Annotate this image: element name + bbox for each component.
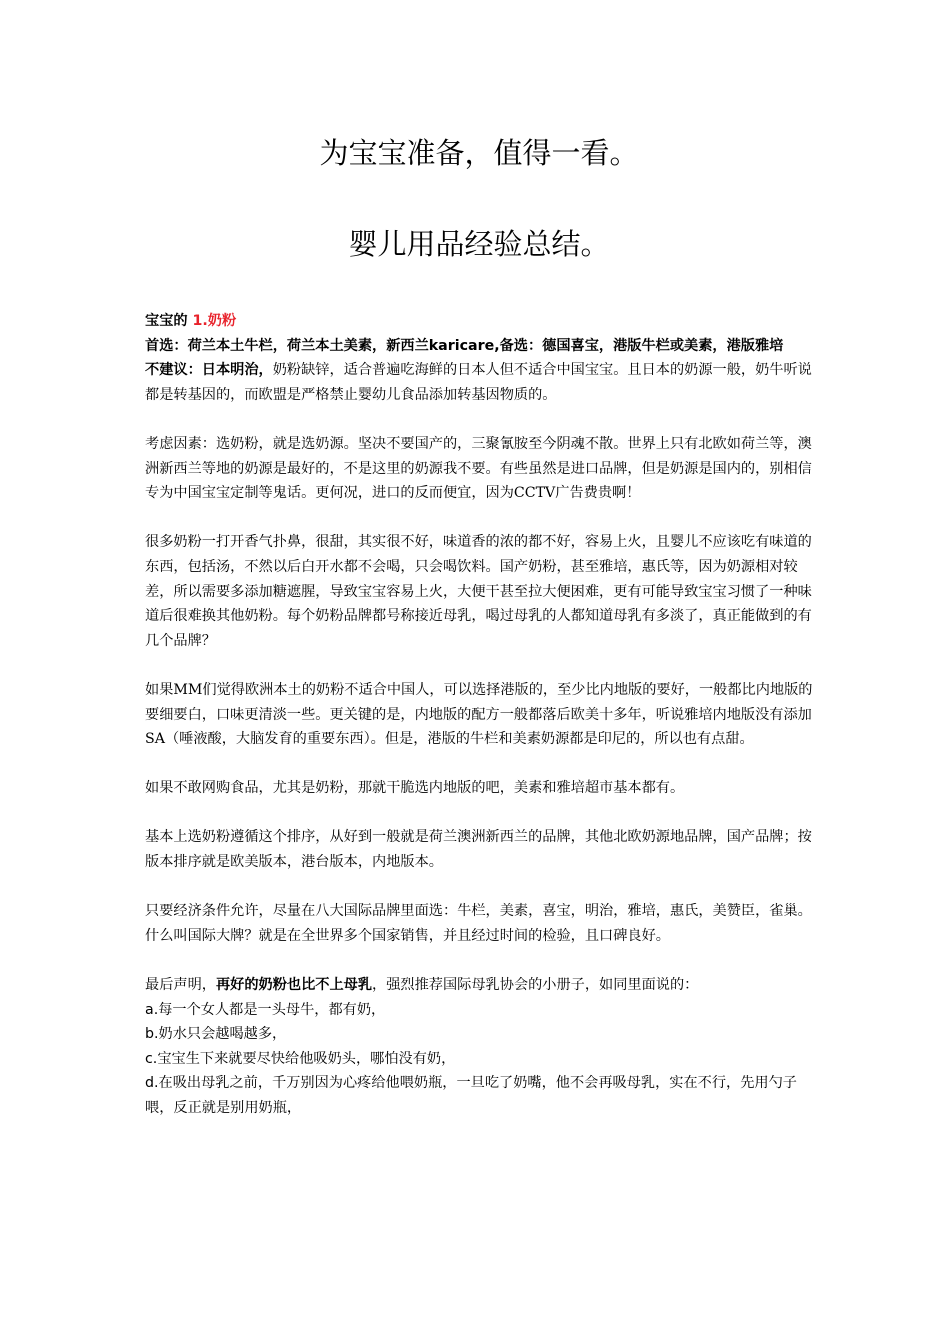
breastfeeding-recommendation: ，强烈推荐国际母乳协会的小册子，如同里面说的：: [372, 977, 699, 994]
section-number: 1.奶粉: [192, 313, 237, 329]
paragraph-breastfeeding: [145, 973, 813, 998]
list-item: [145, 1047, 813, 1072]
paragraph-hk-version: 如果MM们觉得欧洲本土的奶粉不适合中国人，可以选择港版的，至少比内地版的要好，一般都比内地版的要细要白，口味更清淡一些。更关键的是，内地版的配方一般都落后欧美十多年，听说雅培内地版没有添加SA（唾液酸，大脑发育的重要东西）。但是，港版的牛栏和美素奶源都是印尼的，所以也有点甜。: [145, 681, 813, 748]
paragraph-gap: [145, 407, 813, 432]
not-recommended-label: 不建议：日本明治，: [145, 362, 273, 379]
list-marker: b.: [145, 1026, 159, 1043]
list-marker: a.: [145, 1001, 159, 1018]
paragraph-mainland-version: 如果不敢网购食品，尤其是奶粉，那就干脆选内地版的吧，美素和雅培超市基本都有。: [145, 780, 685, 797]
document-subtitle: 婴儿用品经验总结。: [348, 227, 610, 261]
paragraph-gap: [145, 948, 813, 973]
list-item: [145, 1022, 813, 1047]
list-item-text: 奶水只会越喝越多，: [158, 1026, 287, 1043]
list-item: [145, 1071, 813, 1120]
section-heading-milk-powder: [145, 309, 813, 334]
section-label-prefix: 宝宝的: [145, 313, 193, 329]
paragraph-international-brands: 只要经济条件允许，尽量在八大国际品牌里面选：牛栏，美素，喜宝，明治，雅培，惠氏，美赞臣，雀巢。什么叫国际大牌？就是在全世界多个国家销售，并且经过时间的检验，且口碑良好。: [145, 903, 812, 944]
list-item: [145, 998, 813, 1023]
document-title: 为宝宝准备，值得一看。: [319, 136, 639, 170]
paragraph-gap: [145, 506, 813, 531]
paragraph-gap: [145, 752, 813, 777]
first-choice-paragraph: 首选：荷兰本土牛栏，荷兰本土美素，新西兰karicare,备选：德国喜宝，港版牛栏或美素，港版雅培: [145, 337, 784, 354]
breastfeeding-emphasis: 再好的奶粉也比不上母乳: [215, 977, 373, 994]
not-recommended-paragraph: [145, 358, 813, 407]
paragraph-considerations: 考虑因素：选奶粉，就是选奶源。坚决不要国产的，三聚氰胺至今阴魂不散。世界上只有北欧如荷兰等，澳洲新西兰等地的奶源是最好的，不是这里的奶源我不要。有些虽然是进口品牌，但是奶源是国内的，别相信专为中国宝宝定制等鬼话。更何况，进口的反而便宜，因为CCTV广告费贵啊！: [145, 435, 812, 502]
list-item-text: 在吸出母乳之前，千万别因为心疼给他喂奶瓶，一旦吃了奶嘴，他不会再吸母乳，实在不行，先用勺子喂，反正就是别用奶瓶，: [145, 1075, 797, 1116]
paragraph-gap: [145, 875, 813, 900]
list-item-text: 宝宝生下来就要尽快给他吸奶头，哪怕没有奶，: [157, 1050, 456, 1067]
list-marker: d.: [145, 1075, 159, 1092]
paragraph-sweetness: 很多奶粉一打开香气扑鼻，很甜，其实很不好，味道香的浓的都不好，容易上火，且婴儿不应该吃有味道的东西，包括汤，不然以后白开水都不会喝，只会喝饮料。国产奶粉，甚至雅培，惠氏等，因为奶源相对较差，所以需要多添加糖遮腥，导致宝宝容易上火，大便干甚至拉大便困难，更有可能导致宝宝习惯了一种味道后很难换其他奶粉。每个奶粉品牌都号称接近母乳，喝过母乳的人都知道母乳有多淡了，真正能做到的有几个品牌？: [145, 534, 812, 649]
paragraph-ranking: 基本上选奶粉遵循这个排序，从好到一般就是荷兰澳洲新西兰的品牌，其他北欧奶源地品牌，国产品牌；按版本排序就是欧美版本，港台版本，内地版本。: [145, 829, 812, 871]
paragraph-gap: [145, 801, 813, 826]
paragraph-gap: [145, 653, 813, 678]
document-body: [145, 309, 813, 1121]
list-marker: c.: [145, 1050, 158, 1067]
breastfeeding-intro: 最后声明，: [145, 977, 216, 994]
not-recommended-text: 奶粉缺锌，适合普遍吃海鲜的日本人但不适合中国宝宝。且日本的奶源一般，奶牛听说都是转基因的，而欧盟是严格禁止婴幼儿食品添加转基因物质的。: [145, 362, 812, 403]
list-item-text: 每一个女人都是一头母牛，都有奶，: [158, 1001, 386, 1018]
